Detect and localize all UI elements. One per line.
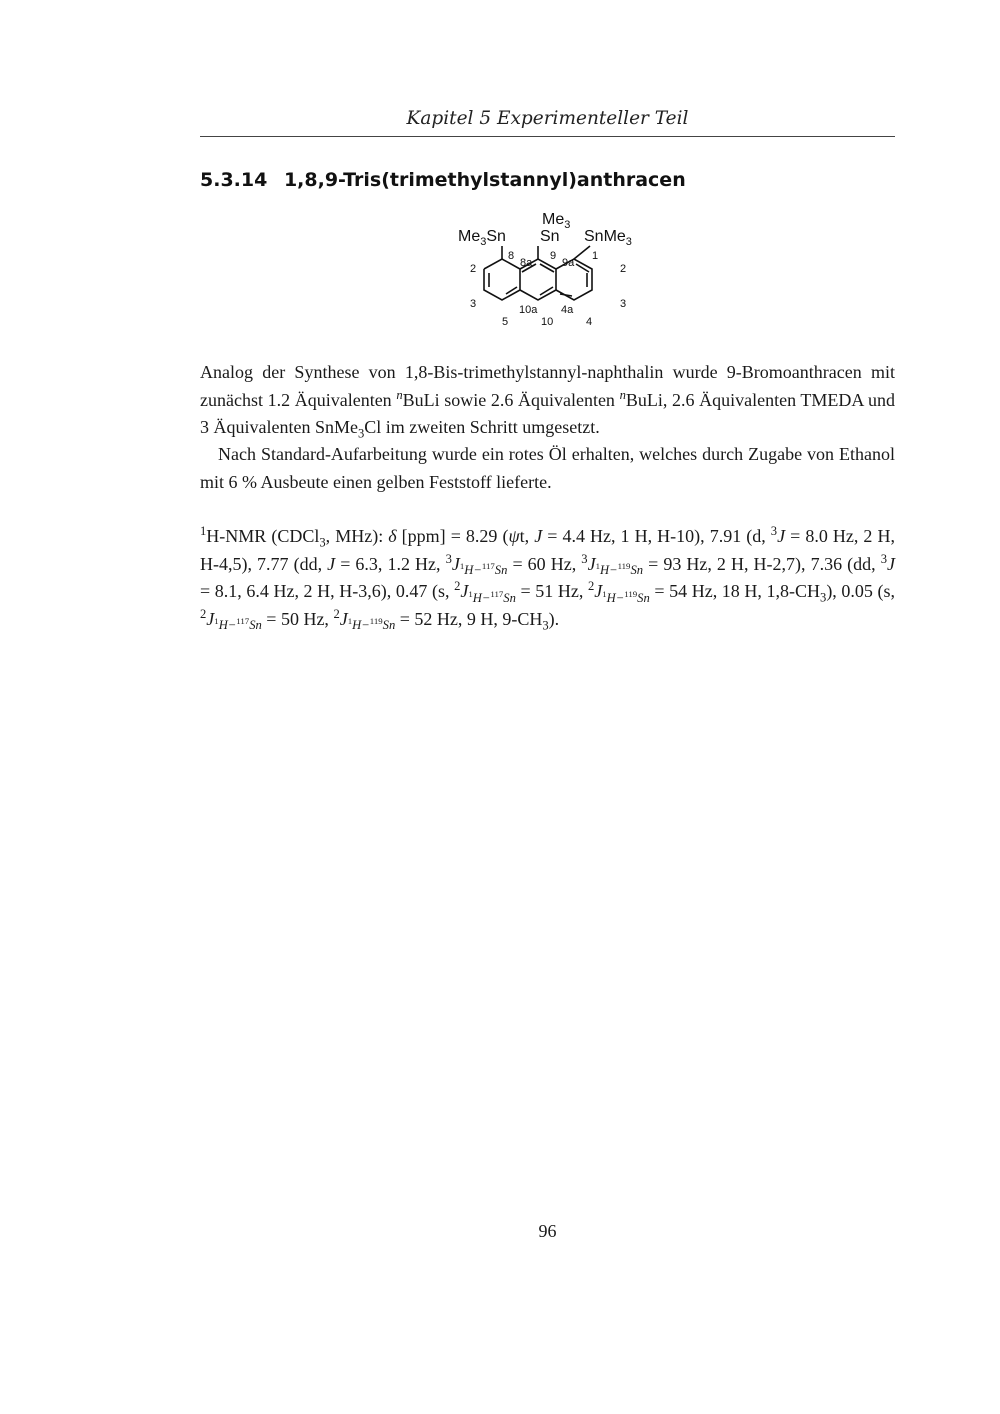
running-header: Kapitel 5 Experimenteller Teil bbox=[406, 108, 689, 129]
pos-3-left: 3 bbox=[470, 298, 477, 310]
pos-9a: 9a bbox=[562, 257, 575, 269]
pos-2-left: 2 bbox=[470, 263, 477, 275]
label-me3sn-left: $Me_3Sn$ bbox=[458, 228, 506, 248]
pos-4a: 4a bbox=[561, 304, 574, 316]
header-rule bbox=[200, 136, 895, 137]
anthracene-structure-diagram bbox=[440, 205, 660, 340]
ring-bonds bbox=[484, 246, 592, 300]
label-snme3-right: SnMe$_3$ bbox=[584, 228, 632, 248]
pos-3-right: 3 bbox=[620, 298, 627, 310]
label-sn-center: Sn bbox=[540, 228, 560, 245]
pos-9: 9 bbox=[550, 250, 557, 262]
workup-paragraph: Nach Standard-Aufarbeitung wurde ein rotes Öl erhalten, welches durch Zugabe von Ethanol mit 6 % Ausbeute einen gelben Feststoff lieferte. bbox=[200, 444, 895, 492]
nmr-paragraph: $^1$H-NMR (CDCl$_3$, MHz): δ [ppm] = 8.29 (ψt, J = 4.4 Hz, 1 H, H-10), 7.91 (d, $^3$J = 8.0 Hz, 2 H, H-4,5), 7.77 (dd, J = 6.3, 1.2 Hz, $^3J_{^1H-^{117}Sn} = 60$ Hz, $^3J_{^1H-^{119}Sn} = 93$ Hz, 2 H, H-2,7), 7.36 (dd, $^3$J = 8.1, 6.4 Hz, 2 H, H-3,6), 0.47 (s, $^2J_{^1H-^{117}Sn} = 51$ Hz, $^2J_{^1H-^{119}Sn} = 54$ Hz, 18 H, $1,8-CH_3$), 0.05 (s, $^2J_{^1H-^{117}Sn} = 50$ Hz, $^2J_{^1H-^{119}Sn} = 52$ Hz, 9 H, $9-CH_3$). bbox=[200, 524, 896, 633]
pos-8a: 8a bbox=[520, 257, 533, 269]
pos-4: 4 bbox=[586, 316, 593, 328]
section-heading bbox=[200, 169, 895, 191]
page-number: 96 bbox=[538, 1221, 557, 1241]
label-me3-top: $Me_3$ bbox=[542, 211, 571, 231]
synthesis-paragraph: Analog der Synthese von 1,8-Bis-trimethylstannyl-naphthalin wurde 9-Bromoanthracen mit zunächst 1.2 Äquivalenten $^n$BuLi sowie 2.6 Äquivalenten $^n$BuLi, 2.6 Äquivalenten TMEDA und 3 Äquivalenten SnMe$_3$Cl im zweiten Schritt umgesetzt. bbox=[200, 362, 895, 441]
pos-2-right: 2 bbox=[620, 263, 627, 275]
pos-1: 1 bbox=[592, 250, 599, 262]
section-number: 5.3.14 bbox=[200, 169, 268, 191]
pos-5: 5 bbox=[502, 316, 509, 328]
pos-10: 10 bbox=[541, 316, 554, 328]
section-title: 1,8,9-Tris(trimethylstannyl)anthracen bbox=[283, 169, 686, 191]
pos-10a: 10a bbox=[519, 304, 538, 316]
pos-8: 8 bbox=[508, 250, 515, 262]
